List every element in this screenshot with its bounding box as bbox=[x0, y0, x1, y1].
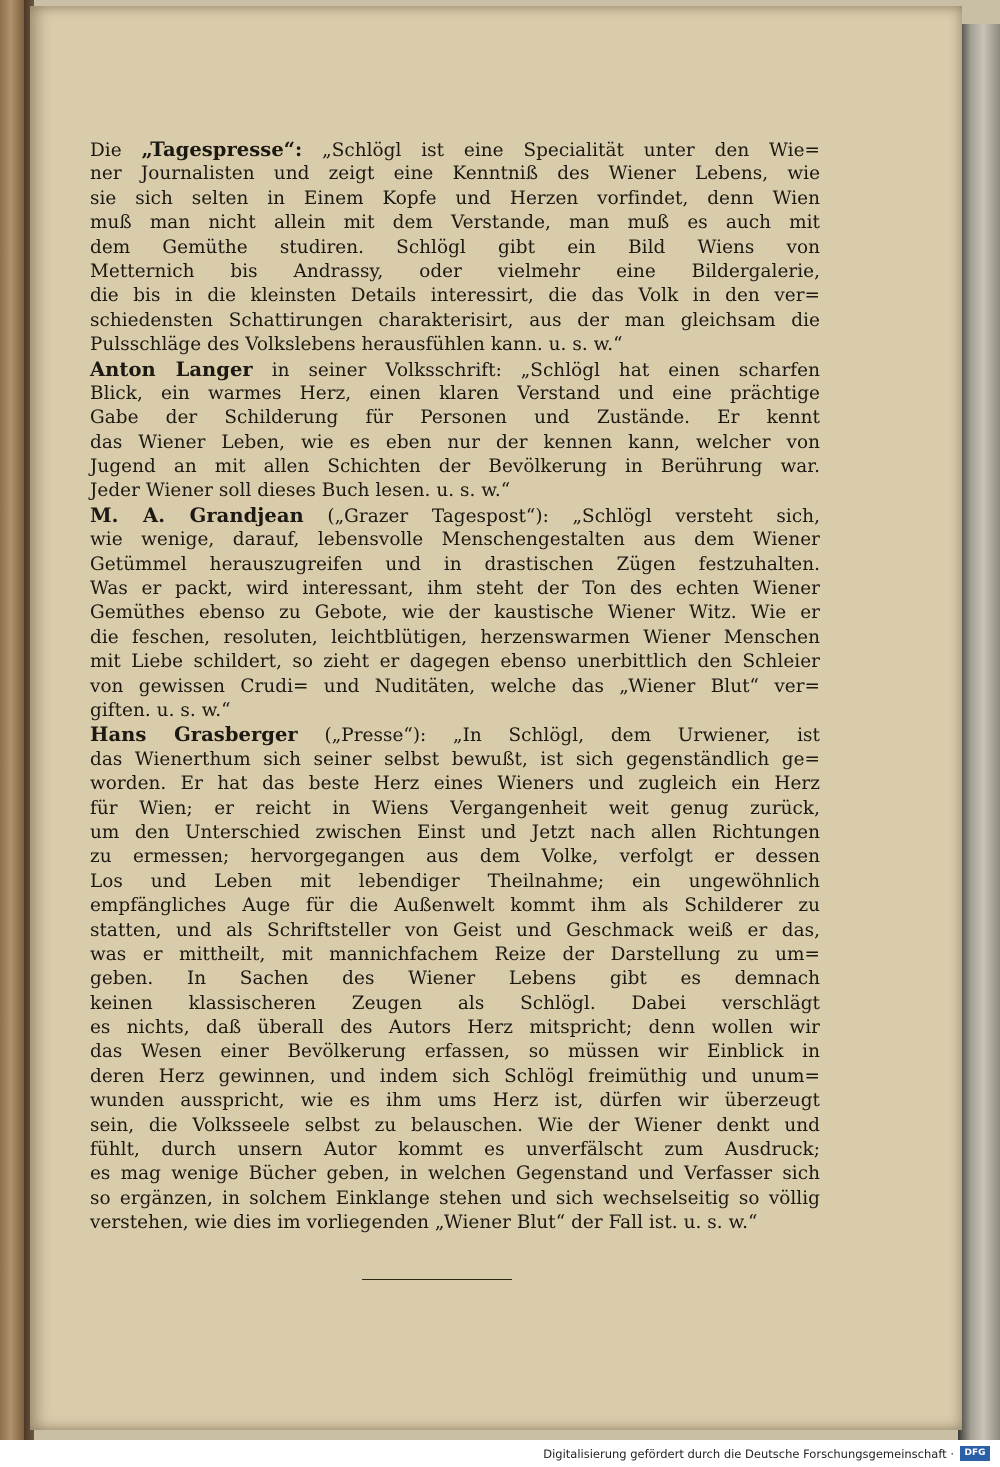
text-line bbox=[90, 967, 820, 991]
text-line bbox=[90, 333, 820, 357]
line-lead-text: Die bbox=[90, 140, 142, 161]
text-line bbox=[90, 601, 820, 625]
footer-credit: Digitalisierung gefördert durch die Deutsche Forschungsgemeinschaft · bbox=[543, 1447, 954, 1461]
text-line bbox=[90, 455, 820, 479]
line-text: es mag wenige Bücher geben, in welchen Gegenstand und Verfasser sich bbox=[90, 1163, 820, 1185]
line-text: von gewissen Crudi= und Nuditäten, welche das „Wiener Blut“ ver= bbox=[90, 675, 820, 697]
line-text: dem Gemüthe studiren. Schlögl gibt ein Bild Wiens von bbox=[90, 236, 820, 258]
line-text: die feschen, resoluten, leichtblütigen, herzenswarmen Wiener Menschen bbox=[90, 626, 820, 648]
line-text: („Grazer Tagespost“): „Schlögl versteht sich, bbox=[303, 505, 820, 527]
reviewer-name: Hans Grasberger bbox=[90, 723, 298, 747]
text-line bbox=[90, 260, 820, 284]
text-line bbox=[90, 821, 820, 845]
line-text: Los und Leben mit lebendiger Theilnahme; ein ungewöhnlich bbox=[90, 870, 820, 892]
text-line bbox=[90, 1016, 820, 1040]
line-text: für Wien; er reicht in Wiens Vergangenheit weit genug zurück, bbox=[90, 797, 820, 819]
text-line bbox=[90, 1162, 820, 1186]
line-text: Getümmel herauszugreifen und in drastischen Zügen festzuhalten. bbox=[90, 553, 820, 575]
text-line bbox=[90, 1065, 820, 1089]
line-text: Gabe der Schilderung für Personen und Zustände. Er kennt bbox=[90, 407, 820, 429]
line-text: mit Liebe schildert, so zieht er dagegen ebenso unerbittlich den Schleier bbox=[90, 651, 820, 673]
line-text: zu ermessen; hervorgegangen aus dem Volke, verfolgt er dessen bbox=[90, 846, 820, 868]
text-line bbox=[90, 870, 820, 894]
line-text: muß man nicht allein mit dem Verstande, man muß es auch mit bbox=[90, 212, 820, 234]
line-text: verstehen, wie dies im vorliegenden „Wiener Blut“ der Fall ist. u. s. w.“ bbox=[90, 1212, 758, 1234]
review-quotes-text bbox=[90, 138, 820, 1236]
text-line bbox=[90, 1040, 820, 1064]
line-text: statten, und als Schriftsteller von Geist und Geschmack weiß er das, bbox=[90, 919, 820, 941]
line-text: sie sich selten in Einem Kopfe und Herzen vorfindet, denn Wien bbox=[90, 187, 820, 209]
text-line bbox=[90, 528, 820, 552]
text-line bbox=[90, 284, 820, 308]
text-line bbox=[90, 309, 820, 333]
text-line bbox=[90, 650, 820, 674]
text-line bbox=[90, 797, 820, 821]
text-line bbox=[90, 187, 820, 211]
closing-rule bbox=[362, 1279, 512, 1280]
line-text: das Wiener Leben, wie es eben nur der kennen kann, welcher von bbox=[90, 431, 820, 453]
text-line bbox=[90, 358, 820, 382]
line-text: Was er packt, wird interessant, ihm steht der Ton des echten Wiener bbox=[90, 578, 820, 600]
text-line bbox=[90, 162, 820, 186]
line-text: in seiner Volksschrift: „Schlögl hat einen scharfen bbox=[252, 359, 820, 381]
line-text: Jeder Wiener soll dieses Buch lesen. u. s. w.“ bbox=[90, 480, 511, 502]
text-line bbox=[90, 894, 820, 918]
text-line bbox=[90, 845, 820, 869]
line-text: deren Herz gewinnen, und indem sich Schlögl freimüthig und unum= bbox=[90, 1065, 820, 1087]
line-text: so ergänzen, in solchem Einklange stehen und sich wechselseitig so völlig bbox=[90, 1187, 820, 1209]
page-stack-edge bbox=[958, 24, 1000, 1440]
line-text: Metternich bis Andrassy, oder vielmehr eine Bildergalerie, bbox=[90, 260, 820, 282]
text-line bbox=[90, 431, 820, 455]
text-line bbox=[90, 504, 820, 528]
text-line bbox=[90, 699, 820, 723]
text-line bbox=[90, 406, 820, 430]
dfg-logo: DFG bbox=[960, 1446, 990, 1461]
review-paragraph bbox=[90, 504, 820, 724]
line-text: das Wesen einer Bevölkerung erfassen, so müssen wir Einblick in bbox=[90, 1041, 820, 1063]
text-line bbox=[90, 577, 820, 601]
line-text: schiedensten Schattirungen charakterisirt, aus der man gleichsam die bbox=[90, 309, 820, 331]
digitization-footer bbox=[0, 1440, 1000, 1467]
text-line bbox=[90, 748, 820, 772]
line-text: Blick, ein warmes Herz, einen klaren Verstand und eine prächtige bbox=[90, 382, 820, 404]
text-line bbox=[90, 943, 820, 967]
line-text: fühlt, durch unsern Autor kommt es unverfälscht zum Ausdruck; bbox=[90, 1139, 820, 1161]
line-text: Jugend an mit allen Schichten der Bevölkerung in Berührung war. bbox=[90, 456, 820, 478]
reviewer-name: M. A. Grandjean bbox=[90, 503, 304, 527]
text-line bbox=[90, 479, 820, 503]
line-text: („Presse“): „In Schlögl, dem Urwiener, ist bbox=[297, 725, 820, 747]
line-text: geben. In Sachen des Wiener Lebens gibt es demnach bbox=[90, 968, 820, 990]
text-line bbox=[90, 1138, 820, 1162]
line-text: sein, die Volksseele selbst zu belauschen. Wie der Wiener denkt und bbox=[90, 1114, 820, 1136]
text-line bbox=[90, 1114, 820, 1138]
text-line bbox=[90, 382, 820, 406]
line-text: Pulsschläge des Volkslebens herausfühlen kann. u. s. w.“ bbox=[90, 334, 623, 356]
line-text: giften. u. s. w.“ bbox=[90, 699, 231, 721]
text-line bbox=[90, 992, 820, 1016]
text-line bbox=[90, 1187, 820, 1211]
text-line bbox=[90, 772, 820, 796]
line-text: empfängliches Auge für die Außenwelt kommt ihm als Schilderer zu bbox=[90, 895, 820, 917]
reviewer-name: Anton Langer bbox=[90, 357, 253, 381]
line-text: worden. Er hat das beste Herz eines Wieners und zugleich ein Herz bbox=[90, 773, 820, 795]
text-line bbox=[90, 723, 820, 747]
text-line bbox=[90, 1211, 820, 1235]
review-paragraph bbox=[90, 358, 820, 504]
line-text: Gemüthes ebenso zu Gebote, wie der kaustische Wiener Witz. Wie er bbox=[90, 602, 820, 624]
line-text: wie wenige, darauf, lebensvolle Menschengestalten aus dem Wiener bbox=[90, 529, 820, 551]
line-text: wunden ausspricht, wie es ihm ums Herz ist, dürfen wir überzeugt bbox=[90, 1090, 820, 1112]
reviewer-name: „Tagespresse“: bbox=[141, 138, 303, 161]
text-line bbox=[90, 138, 820, 162]
line-text: die bis in die kleinsten Details interessirt, die das Volk in den ver= bbox=[90, 285, 820, 307]
text-line bbox=[90, 211, 820, 235]
line-text: das Wienerthum sich seiner selbst bewußt, ist sich gegenständlich ge= bbox=[90, 748, 820, 770]
text-line bbox=[90, 675, 820, 699]
line-text: ner Journalisten und zeigt eine Kenntniß des Wiener Lebens, wie bbox=[90, 163, 820, 185]
line-text: um den Unterschied zwischen Einst und Jetzt nach allen Richtungen bbox=[90, 821, 820, 843]
book-binding bbox=[0, 0, 24, 1440]
review-paragraph bbox=[90, 138, 820, 358]
text-line bbox=[90, 919, 820, 943]
review-paragraph bbox=[90, 723, 820, 1235]
text-line bbox=[90, 236, 820, 260]
line-text: was er mittheilt, mit mannichfachem Reize der Darstellung zu um= bbox=[90, 943, 820, 965]
text-line bbox=[90, 1089, 820, 1113]
text-line bbox=[90, 553, 820, 577]
line-text: es nichts, daß überall des Autors Herz mitspricht; denn wollen wir bbox=[90, 1017, 820, 1039]
line-text: keinen klassischeren Zeugen als Schlögl. Dabei verschlägt bbox=[90, 992, 820, 1014]
text-line bbox=[90, 626, 820, 650]
line-text: „Schlögl ist eine Specialität unter den Wie= bbox=[302, 140, 821, 161]
